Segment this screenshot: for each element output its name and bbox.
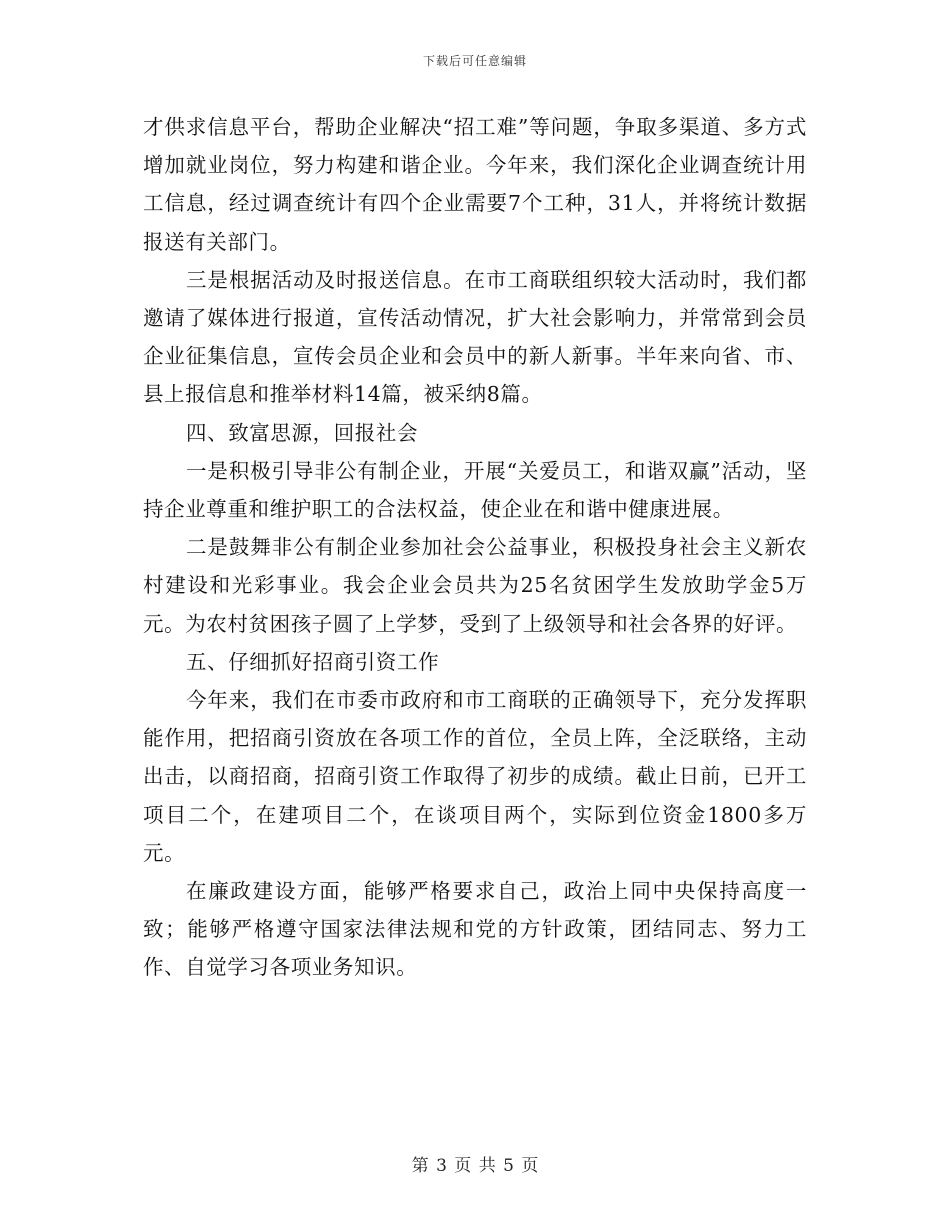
- page-footer: 第 3 页 共 5 页: [411, 1156, 539, 1176]
- paragraph-6: 在廉政建设方面，能够严格要求自己，政治上同中央保持高度一致；能够严格遵守国家法律法规和党的方针政策，团结同志、努力工作、自觉学习各项业务知识。: [143, 879, 807, 980]
- paragraph-1: 才供求信息平台，帮助企业解决“招工难”等问题，争取多渠道、多方式增加就业岗位，努力构建和谐企业。今年来，我们深化企业调查统计用工信息，经过调查统计有四个企业需要7个工种，31人，并将统计数据报送有关部门。: [143, 115, 807, 254]
- document-body: [143, 108, 807, 987]
- paragraph-3: 一是积极引导非公有制企业，开展“关爱员工，和谐双赢”活动，坚持企业尊重和维护职工的合法权益，使企业在和谐中健康进展。: [143, 458, 807, 522]
- paragraph-4: 二是鼓舞非公有制企业参加社会公益事业，积极投身社会主义新农村建设和光彩事业。我会企业会员共为25名贫困学生发放助学金5万元。为农村贫困孩子圆了上学梦，受到了上级领导和社会各界的好评。: [143, 535, 807, 636]
- page-header: 下载后可任意编辑: [422, 54, 527, 68]
- paragraph-2: 三是根据活动及时报送信息。在市工商联组织较大活动时，我们都邀请了媒体进行报道，宣传活动情况，扩大社会影响力，并常常到会员企业征集信息，宣传会员企业和会员中的新人新事。半年来向省、市、县上报信息和推举材料14篇，被采纳8篇。: [143, 267, 807, 407]
- paragraph-5: 今年来，我们在市委市政府和市工商联的正确领导下，充分发挥职能作用，把招商引资放在各项工作的首位，全员上阵，全泛联络，主动出击，以商招商，招商引资工作取得了初步的成绩。截止日前，已开工项目二个，在建项目二个，在谈项目两个，实际到位资金1800多万元。: [143, 688, 807, 865]
- section-heading-5: 五、仔细抓好招商引资工作: [186, 649, 440, 674]
- section-heading-4: 四、致富思源，回报社会: [186, 420, 419, 445]
